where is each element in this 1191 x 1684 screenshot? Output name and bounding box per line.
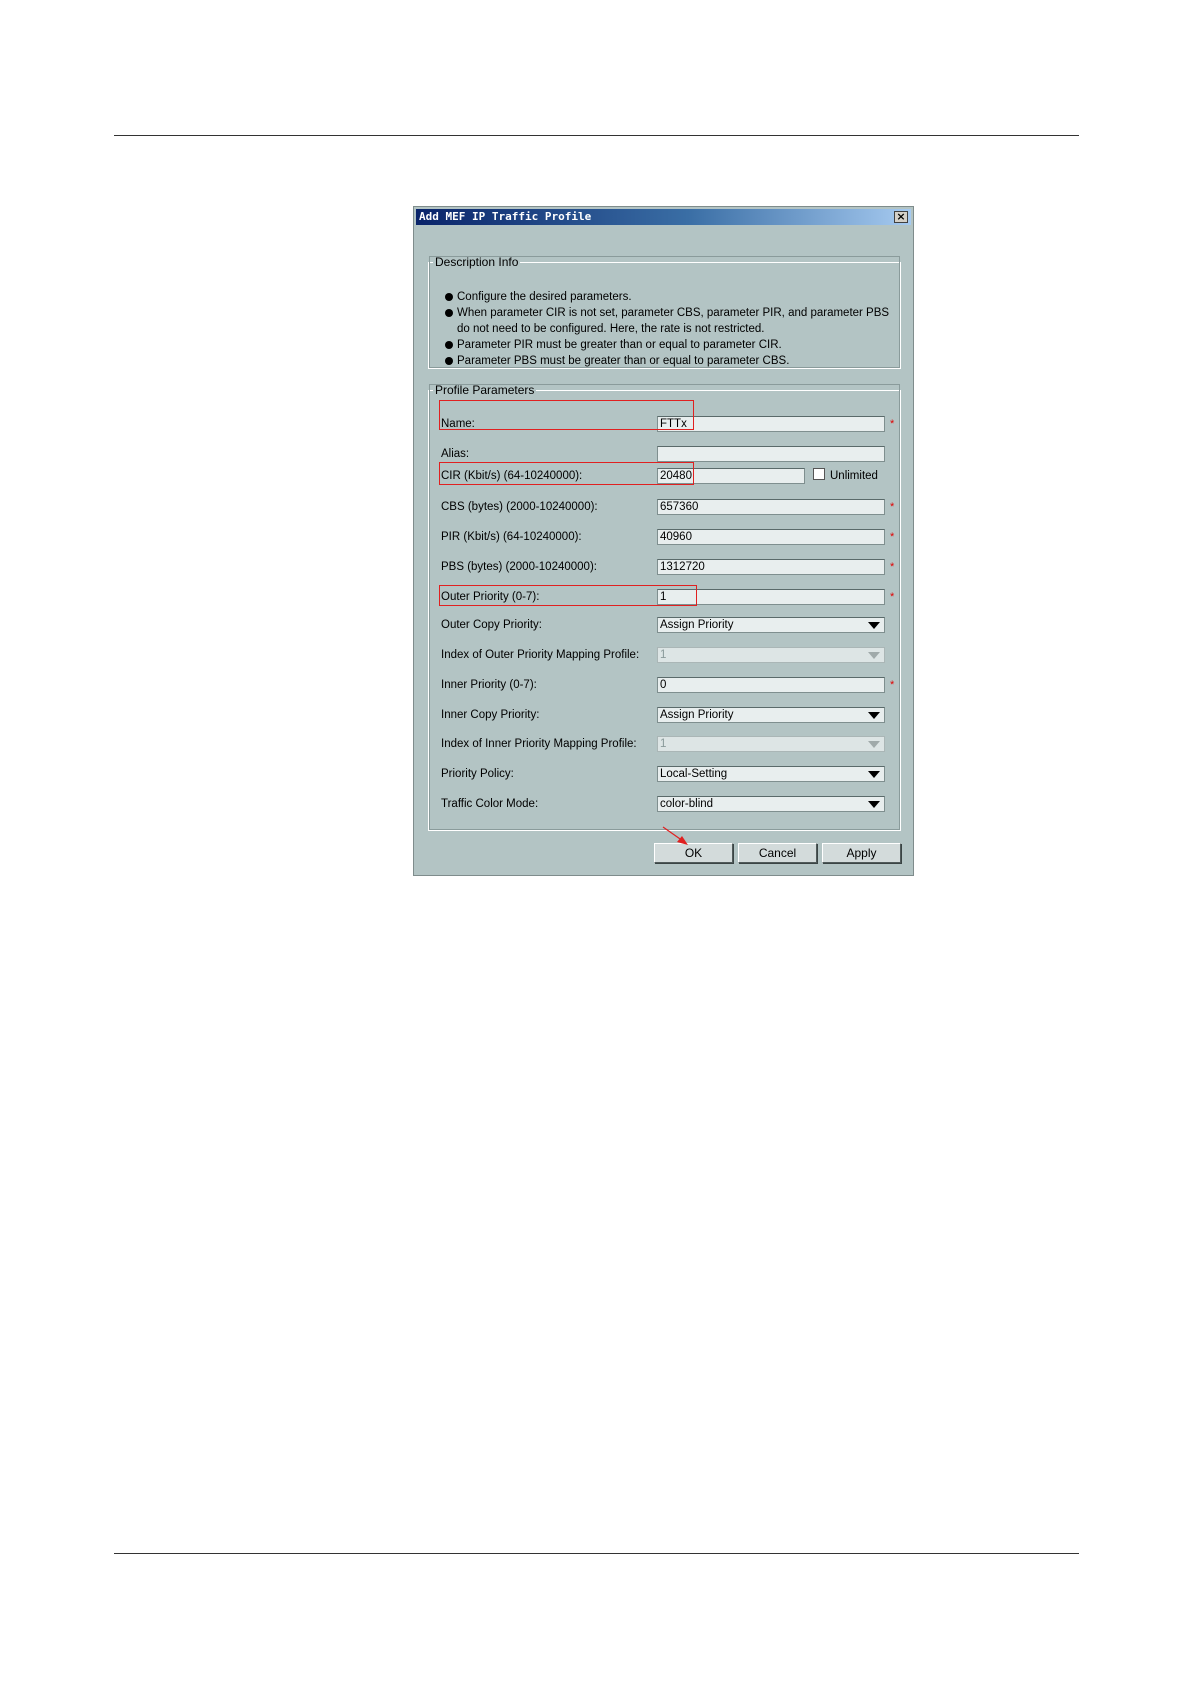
outer-priority-label: Outer Priority (0-7): [441, 591, 540, 603]
traffic-color-mode-select[interactable] [657, 796, 885, 812]
inner-priority-label: Inner Priority (0-7): [441, 679, 537, 691]
close-button[interactable] [894, 211, 908, 223]
pbs-input[interactable]: 1312720 [657, 559, 885, 575]
pbs-label: PBS (bytes) (2000-10240000): [441, 561, 597, 573]
name-highlight-box [439, 400, 694, 430]
traffic-color-mode-label: Traffic Color Mode: [441, 798, 539, 810]
pointer-arrow-icon [661, 825, 691, 847]
description-list [443, 289, 893, 369]
inner-priority-required-mark: * [890, 679, 895, 691]
cir-highlight-box [439, 462, 694, 485]
outer-mapping-index-value: 1 [660, 649, 667, 661]
name-required-mark: * [890, 418, 895, 430]
unlimited-checkbox-box[interactable] [813, 468, 825, 480]
priority-policy-label: Priority Policy: [441, 768, 514, 780]
priority-policy-select[interactable] [657, 766, 885, 782]
inner-mapping-index-value: 1 [660, 738, 667, 750]
outer-copy-priority-select[interactable] [657, 617, 885, 633]
alias-input[interactable] [657, 446, 885, 462]
inner-priority-input[interactable]: 0 [657, 677, 885, 693]
outer-priority-input[interactable]: 1 [657, 589, 885, 605]
name-input[interactable]: FTTx [657, 416, 885, 432]
pir-input[interactable]: 40960 [657, 529, 885, 545]
inner-copy-priority-select[interactable] [657, 707, 885, 723]
dialog-titlebar[interactable] [416, 209, 911, 225]
close-icon: × [896, 210, 906, 223]
chevron-down-icon[interactable] [868, 771, 880, 778]
chevron-down-icon [868, 652, 880, 659]
description-item: Parameter PIR must be greater than or equal to parameter CIR. [443, 337, 893, 353]
apply-button[interactable]: Apply [822, 843, 901, 863]
add-traffic-profile-dialog [413, 206, 914, 876]
pbs-required-mark: * [890, 561, 895, 573]
description-info-group [428, 255, 901, 369]
description-item: When parameter CIR is not set, parameter CBS, parameter PIR, and parameter PBS do not need to be configured. Here, the rate is not restricted. [443, 305, 893, 337]
description-item: Configure the desired parameters. [443, 289, 893, 305]
cbs-input[interactable]: 657360 [657, 499, 885, 515]
inner-mapping-index-label: Index of Inner Priority Mapping Profile: [441, 738, 637, 750]
chevron-down-icon[interactable] [868, 712, 880, 719]
outer-copy-priority-label: Outer Copy Priority: [441, 619, 542, 631]
outer-copy-priority-value: Assign Priority [660, 619, 734, 631]
cancel-button[interactable]: Cancel [738, 843, 817, 863]
cbs-label: CBS (bytes) (2000-10240000): [441, 501, 598, 513]
inner-copy-priority-value: Assign Priority [660, 709, 734, 721]
cir-input[interactable]: 20480 [657, 468, 805, 484]
description-item: Parameter PBS must be greater than or equal to parameter CBS. [443, 353, 893, 369]
outer-priority-required-mark: * [890, 591, 895, 603]
description-info-legend: Description Info [435, 255, 519, 269]
outer-mapping-index-label: Index of Outer Priority Mapping Profile: [441, 649, 640, 661]
cbs-required-mark: * [890, 501, 895, 513]
dialog-title: Add MEF IP Traffic Profile [419, 210, 592, 223]
cir-label: CIR (Kbit/s) (64-10240000): [441, 470, 583, 482]
profile-parameters-legend: Profile Parameters [435, 383, 535, 397]
traffic-color-mode-value: color-blind [660, 798, 714, 810]
alias-label: Alias: [441, 448, 470, 460]
chevron-down-icon [868, 741, 880, 748]
unlimited-checkbox[interactable] [813, 468, 878, 484]
outer-priority-highlight-box [439, 585, 697, 606]
chevron-down-icon[interactable] [868, 622, 880, 629]
name-label: Name: [441, 418, 475, 430]
pir-required-mark: * [890, 531, 895, 543]
inner-copy-priority-label: Inner Copy Priority: [441, 709, 540, 721]
ok-button[interactable]: OK [654, 843, 733, 863]
priority-policy-value: Local-Setting [660, 768, 728, 780]
pir-label: PIR (Kbit/s) (64-10240000): [441, 531, 582, 543]
chevron-down-icon[interactable] [868, 801, 880, 808]
page-footer-rule [114, 1553, 1079, 1554]
inner-mapping-index-select [657, 736, 885, 752]
page-header-rule [114, 135, 1079, 136]
outer-mapping-index-select [657, 647, 885, 663]
unlimited-label: Unlimited [830, 470, 878, 482]
